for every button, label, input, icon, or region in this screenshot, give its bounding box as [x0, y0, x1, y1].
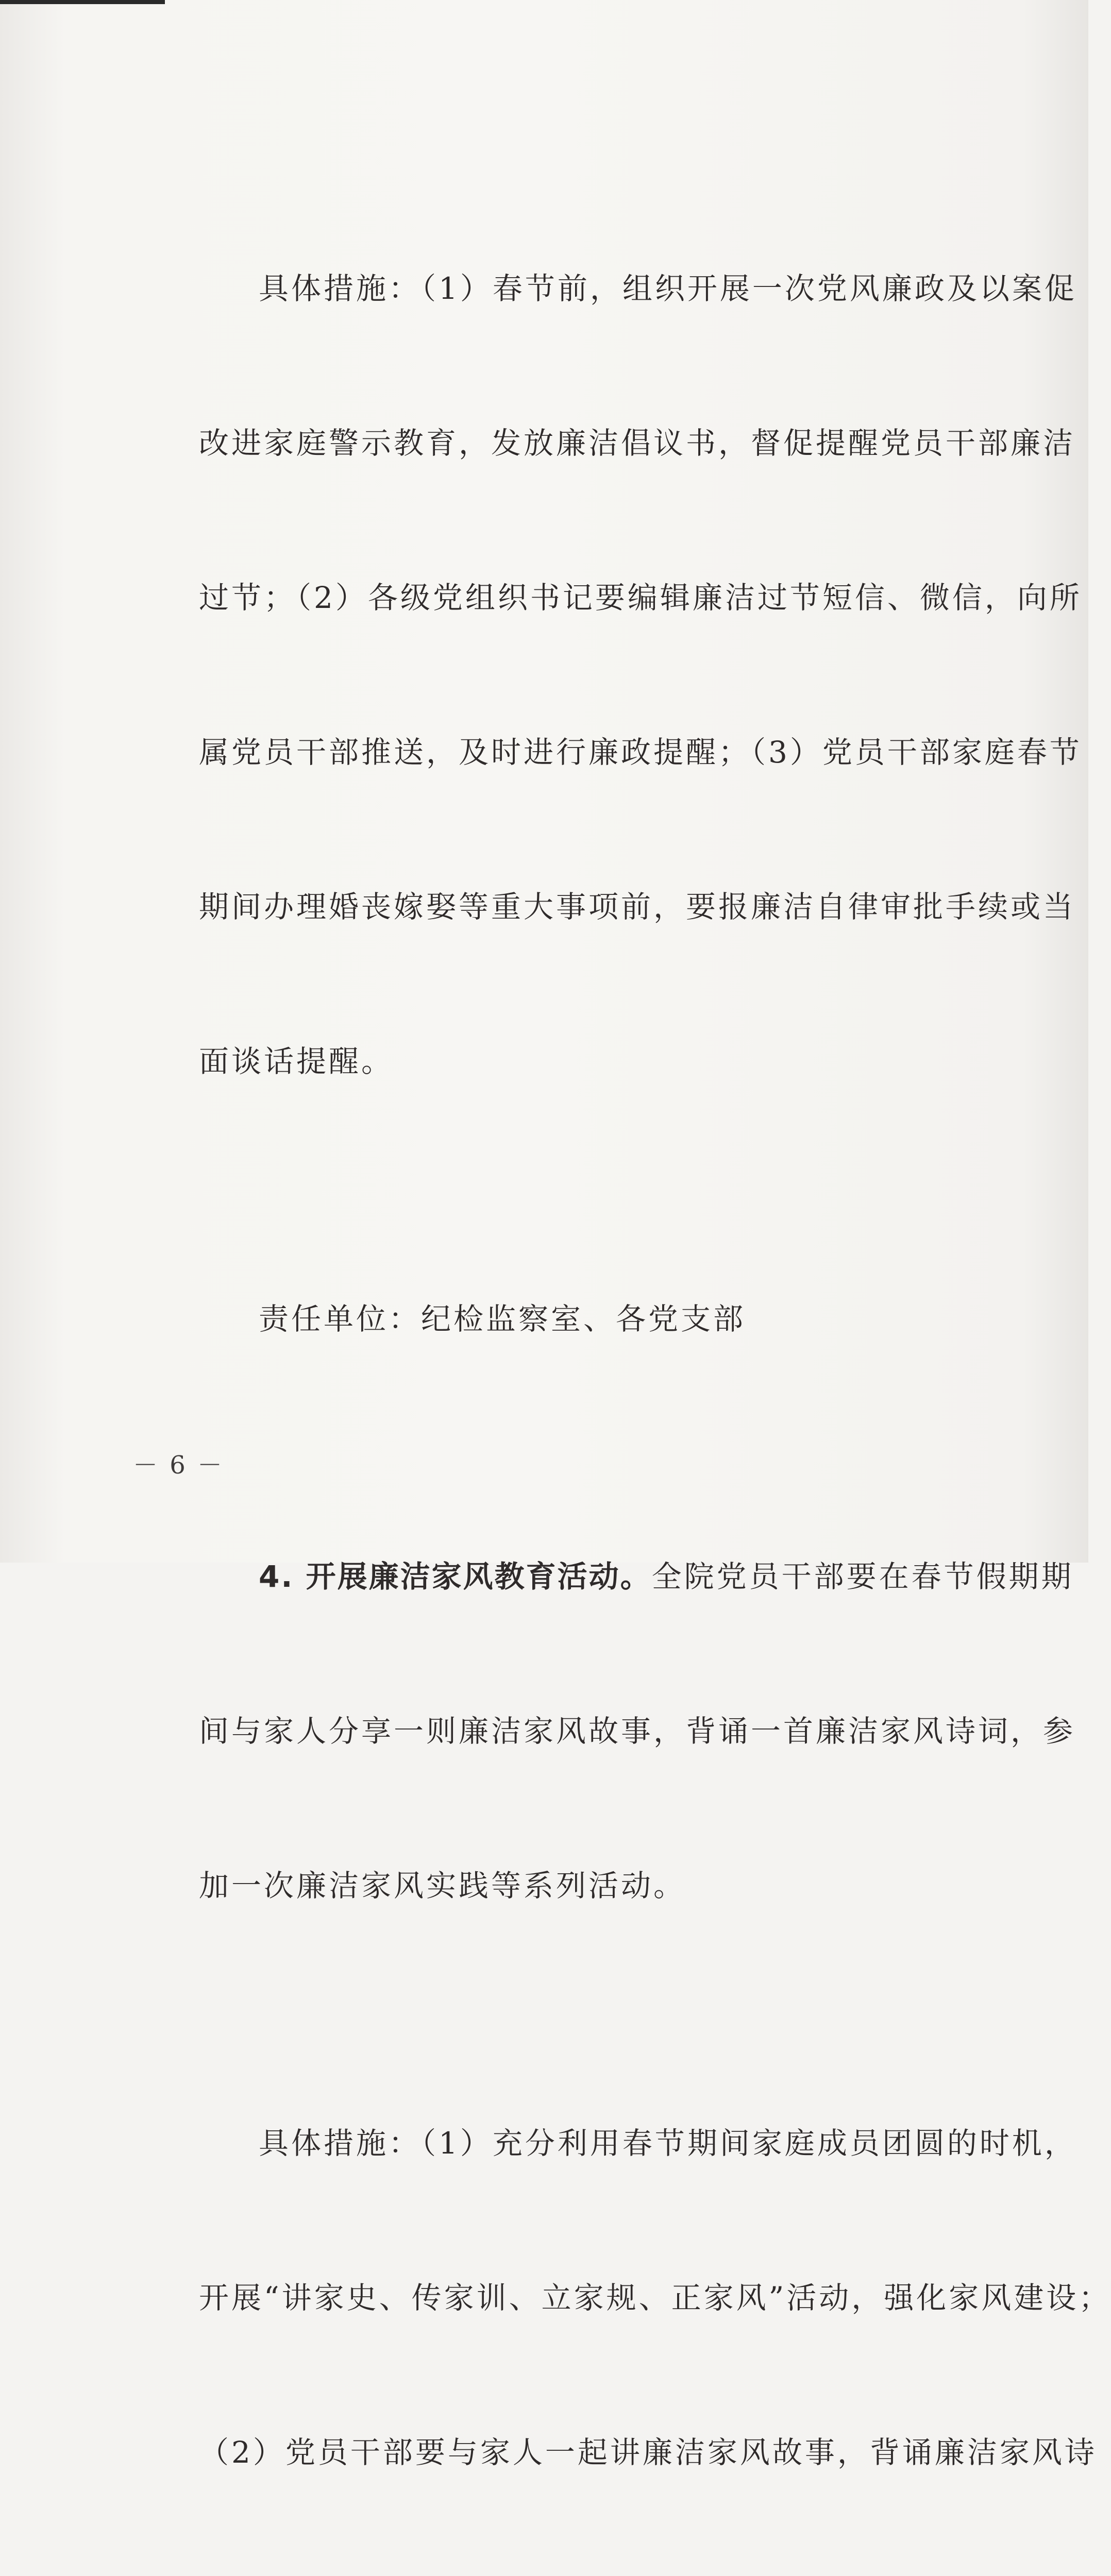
text-line: 期间办理婚丧嫁娶等重大事项前，要报廉洁自律审批手续或当 — [199, 889, 1076, 924]
text-line: 过节；（2）各级党组织书记要编辑廉洁过节短信、微信，向所 — [199, 580, 1082, 615]
text-line — [139, 1551, 1074, 1602]
measures-paragraph-1 — [139, 160, 1082, 1190]
document-body — [139, 160, 1111, 2576]
text-line: 责任单位：纪检监察室、各党支部 — [259, 1301, 746, 1336]
text-line: 具体措施：（1）充分利用春节期间家庭成员团圆的时机， — [259, 2126, 1077, 2161]
text-line: （2）党员干部要与家人一起讲廉洁家风故事，背诵廉洁家风诗 — [199, 2435, 1097, 2470]
section-text: 全院党员干部要在春节假期期 — [651, 1559, 1074, 1594]
text-line: 改进家庭警示教育，发放廉洁倡议书，督促提醒党员干部廉洁 — [199, 426, 1076, 461]
page-number: － 6 － — [133, 1451, 225, 1480]
responsible-unit-1 — [139, 1190, 953, 1448]
section-4 — [139, 1448, 1076, 2014]
text-line: 加一次廉洁家风实践等系列活动。 — [199, 1868, 686, 1903]
scan-shadow — [0, 0, 165, 4]
text-line: 具体措施：（1）春节前，组织开展一次党风廉政及以案促 — [259, 271, 1077, 306]
text-line: 面谈话提醒。 — [199, 1044, 394, 1079]
text-line: 属党员干部推送，及时进行廉政提醒；（3）党员干部家庭春节 — [199, 735, 1082, 770]
measures-paragraph-2 — [139, 2014, 1111, 2576]
text-line: 间与家人分享一则廉洁家风故事，背诵一首廉洁家风诗词，参 — [199, 1714, 1076, 1749]
text-line: 开展“讲家史、传家训、立家规、正家风”活动，强化家风建设； — [199, 2280, 1111, 2315]
section-heading: 4. 开展廉洁家风教育活动。 — [259, 1559, 652, 1594]
